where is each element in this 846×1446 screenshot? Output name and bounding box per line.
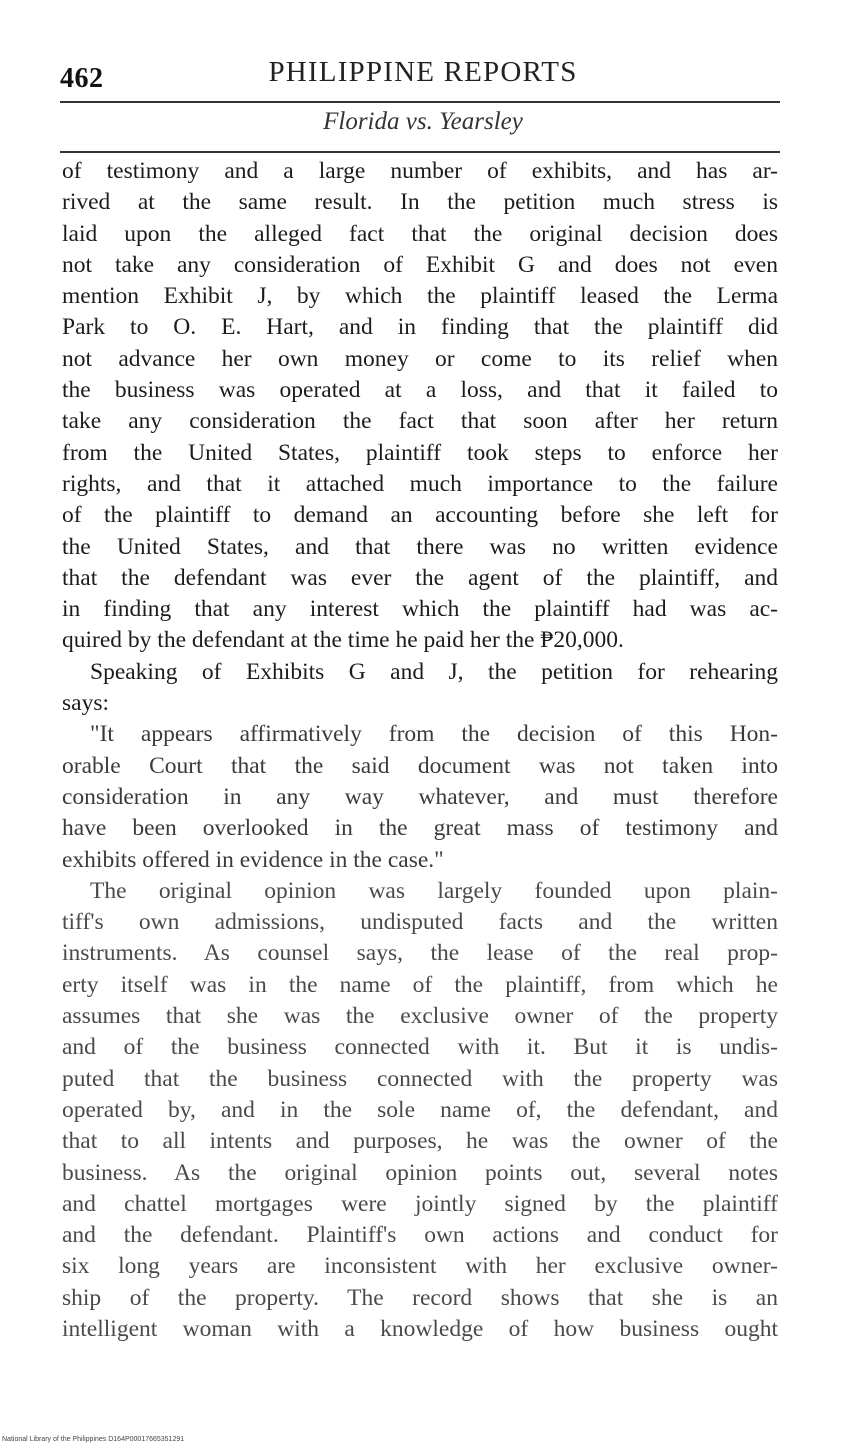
- text-line: tiff's own admissions, undisputed facts and the written: [62, 909, 778, 936]
- text-line: business. As the original opinion points out, several notes: [62, 1159, 778, 1186]
- header-rule: [60, 101, 780, 103]
- body-text: [62, 156, 778, 1345]
- text-line: not advance her own money or come to its relief when: [62, 345, 778, 372]
- case-title: Florida vs. Yearsley: [323, 108, 523, 135]
- text-line: Park to O. E. Hart, and in finding that the plaintiff did: [62, 314, 778, 341]
- text-line: mention Exhibit J, by which the plaintiff leased the Lerma: [62, 283, 778, 310]
- paragraph-2: [62, 657, 778, 720]
- text-line: exhibits offered in evidence in the case.": [62, 846, 444, 873]
- text-line: that the defendant was ever the agent of the plaintiff, and: [62, 564, 778, 591]
- block-quote: [62, 719, 778, 875]
- text-line: in finding that any interest which the plaintiff had was ac-: [62, 596, 778, 623]
- page-number: 462: [60, 63, 104, 94]
- text-line: says:: [62, 690, 109, 717]
- text-line: from the United States, plaintiff took steps to enforce her: [62, 439, 778, 466]
- text-line: orable Court that the said document was not taken into: [62, 752, 778, 779]
- running-title: PHILIPPINE REPORTS: [268, 56, 578, 88]
- text-line: The original opinion was largely founded upon plain-: [90, 877, 778, 904]
- case-title-rule: [60, 151, 780, 153]
- text-line: laid upon the alleged fact that the original decision does: [62, 220, 778, 247]
- paragraph-1: [62, 156, 778, 657]
- text-line: that to all intents and purposes, he was the owner of the: [62, 1128, 778, 1155]
- text-line: assumes that she was the exclusive owner of the property: [62, 1003, 778, 1030]
- text-line: rights, and that it attached much importance to the failure: [62, 470, 778, 497]
- text-line: have been overlooked in the great mass of testimony and: [62, 815, 778, 842]
- text-line: erty itself was in the name of the plaintiff, from which he: [62, 971, 778, 998]
- text-line: the United States, and that there was no written evidence: [62, 533, 778, 560]
- text-line: not take any consideration of Exhibit G and does not even: [62, 251, 778, 278]
- paragraph-4: [62, 876, 778, 1345]
- text-line: ship of the property. The record shows that she is an: [62, 1284, 778, 1311]
- text-line: of testimony and a large number of exhibits, and has ar-: [62, 158, 778, 184]
- text-line: operated by, and in the sole name of, the defendant, and: [62, 1096, 778, 1123]
- text-line: quired by the defendant at the time he paid her the ₱20,000.: [62, 627, 624, 654]
- text-line: and of the business connected with it. But it is undis-: [62, 1034, 778, 1061]
- text-line: Speaking of Exhibits G and J, the petition for rehearing: [90, 658, 778, 685]
- text-line: rived at the same result. In the petition much stress is: [62, 189, 778, 216]
- text-line: consideration in any way whatever, and must therefore: [62, 783, 778, 810]
- text-line: intelligent woman with a knowledge of how business ought: [62, 1315, 778, 1342]
- text-line: take any consideration the fact that soon after her return: [62, 408, 778, 435]
- text-line: and chattel mortgages were jointly signed by the plaintiff: [62, 1190, 778, 1217]
- scan-footer: National Library of the Philippines D164P00017665351291: [2, 1436, 185, 1443]
- text-line: "It appears affirmatively from the decision of this Hon-: [90, 721, 778, 748]
- text-line: instruments. As counsel says, the lease of the real prop-: [62, 940, 778, 967]
- text-line: six long years are inconsistent with her exclusive owner-: [62, 1253, 778, 1280]
- text-line: puted that the business connected with the property was: [62, 1065, 778, 1092]
- text-line: and the defendant. Plaintiff's own actions and conduct for: [62, 1222, 778, 1249]
- text-line: the business was operated at a loss, and that it failed to: [62, 377, 778, 404]
- text-line: of the plaintiff to demand an accounting before she left for: [62, 502, 778, 529]
